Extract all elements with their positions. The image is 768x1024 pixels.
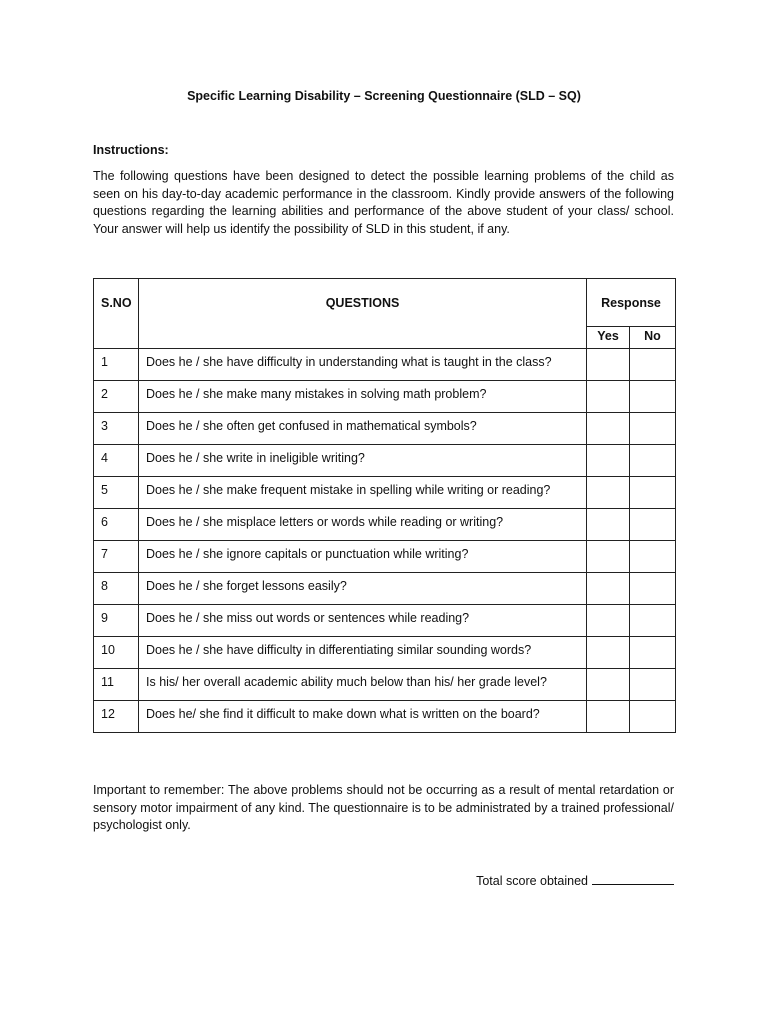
table-row (94, 541, 676, 573)
response-yes-cell[interactable] (587, 477, 630, 509)
row-question: Does he / she misplace letters or words while reading or writing? (139, 509, 587, 541)
response-yes-cell[interactable] (587, 669, 630, 701)
instructions-body: The following questions have been designed to detect the possible learning problems of the child as seen on his day-to-day academic performance in the classroom. Kindly provide answers of the following questions regarding the learning abilities and performance of the above student of your class/ school. Your answer will help us identify the possibility of SLD in this student, if any. (93, 169, 674, 236)
response-no-cell[interactable] (630, 573, 676, 605)
response-no-cell[interactable] (630, 605, 676, 637)
row-question: Does he / she often get confused in mathematical symbols? (139, 413, 587, 445)
response-yes-cell[interactable] (587, 413, 630, 445)
table-row (94, 573, 676, 605)
header-no: No (630, 327, 676, 349)
table-row (94, 445, 676, 477)
header-questions: QUESTIONS (139, 279, 587, 349)
total-score (476, 873, 674, 888)
row-sno: 12 (94, 701, 139, 733)
important-note: Important to remember: The above problems should not be occurring as a result of mental retardation or sensory motor impairment of any kind. The questionnaire is to be administrated by a trained professional/ psychologist only. (93, 783, 674, 832)
table-row (94, 637, 676, 669)
response-no-cell[interactable] (630, 477, 676, 509)
response-no-cell[interactable] (630, 541, 676, 573)
response-yes-cell[interactable] (587, 445, 630, 477)
response-no-cell[interactable] (630, 381, 676, 413)
total-score-field[interactable] (592, 873, 674, 885)
row-sno: 11 (94, 669, 139, 701)
row-sno: 7 (94, 541, 139, 573)
row-sno: 6 (94, 509, 139, 541)
table-row (94, 701, 676, 733)
header-yes: Yes (587, 327, 630, 349)
row-question: Does he / she miss out words or sentences while reading? (139, 605, 587, 637)
response-yes-cell[interactable] (587, 573, 630, 605)
row-question: Does he / she have difficulty in understanding what is taught in the class? (139, 349, 587, 381)
response-yes-cell[interactable] (587, 605, 630, 637)
response-yes-cell[interactable] (587, 701, 630, 733)
table-row (94, 669, 676, 701)
header-response: Response (587, 279, 676, 327)
row-sno: 5 (94, 477, 139, 509)
row-question: Does he / she have difficulty in differentiating similar sounding words? (139, 637, 587, 669)
row-question: Does he/ she find it difficult to make down what is written on the board? (139, 701, 587, 733)
response-yes-cell[interactable] (587, 349, 630, 381)
total-score-label: Total score obtained (476, 874, 588, 888)
questionnaire-table (93, 278, 676, 733)
header-sno: S.NO (94, 279, 139, 349)
row-question: Is his/ her overall academic ability much below than his/ her grade level? (139, 669, 587, 701)
row-sno: 8 (94, 573, 139, 605)
row-sno: 2 (94, 381, 139, 413)
response-no-cell[interactable] (630, 669, 676, 701)
table-row (94, 381, 676, 413)
response-yes-cell[interactable] (587, 381, 630, 413)
response-yes-cell[interactable] (587, 541, 630, 573)
row-sno: 3 (94, 413, 139, 445)
table-row (94, 605, 676, 637)
row-question: Does he / she make frequent mistake in spelling while writing or reading? (139, 477, 587, 509)
table-row (94, 349, 676, 381)
response-no-cell[interactable] (630, 509, 676, 541)
response-yes-cell[interactable] (587, 637, 630, 669)
row-question: Does he / she ignore capitals or punctuation while writing? (139, 541, 587, 573)
row-question: Does he / she forget lessons easily? (139, 573, 587, 605)
response-no-cell[interactable] (630, 701, 676, 733)
row-sno: 9 (94, 605, 139, 637)
response-no-cell[interactable] (630, 637, 676, 669)
response-no-cell[interactable] (630, 413, 676, 445)
row-sno: 1 (94, 349, 139, 381)
response-no-cell[interactable] (630, 445, 676, 477)
row-question: Does he / she write in ineligible writing? (139, 445, 587, 477)
response-yes-cell[interactable] (587, 509, 630, 541)
row-sno: 4 (94, 445, 139, 477)
table-row (94, 509, 676, 541)
instructions-heading: Instructions: (93, 143, 169, 157)
table-row (94, 413, 676, 445)
document-title: Specific Learning Disability – Screening Questionnaire (SLD – SQ) (187, 89, 581, 103)
row-sno: 10 (94, 637, 139, 669)
response-no-cell[interactable] (630, 349, 676, 381)
row-question: Does he / she make many mistakes in solving math problem? (139, 381, 587, 413)
table-row (94, 477, 676, 509)
